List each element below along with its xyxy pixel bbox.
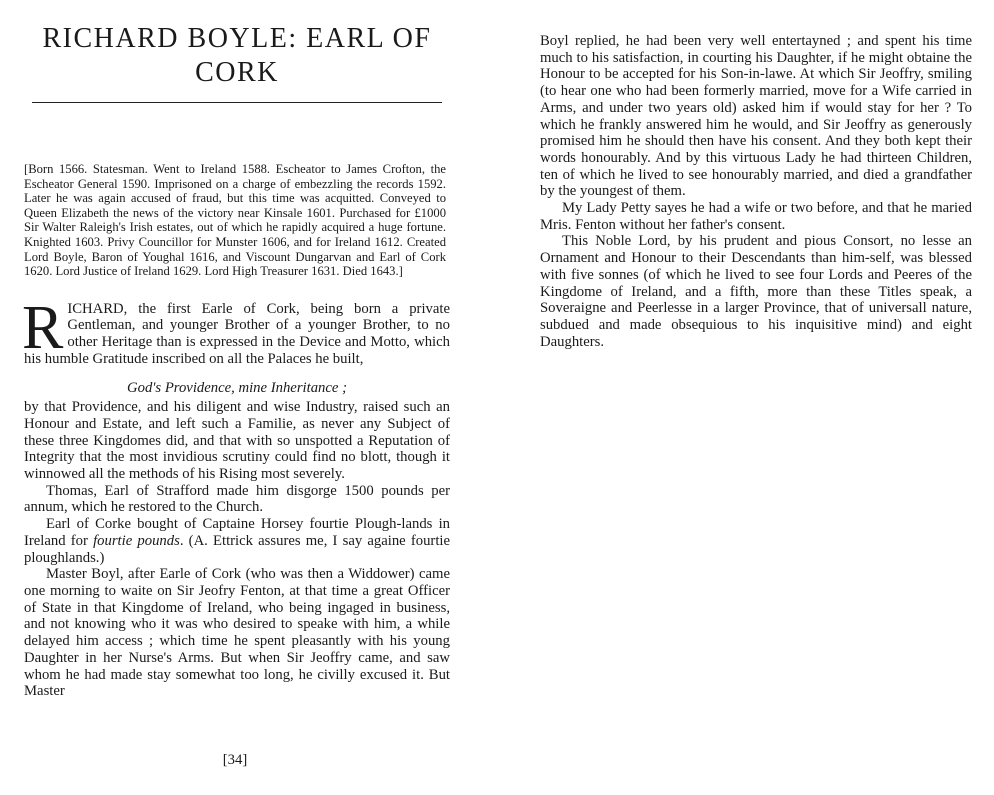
left-page xyxy=(0,0,470,795)
title-line-2: CORK xyxy=(195,57,279,88)
horsey-text-start: Earl of Corke bought of Captaine Horsey fourtie Plough-lands in Ireland for xyxy=(24,516,450,549)
paragraph-strafford: Thomas, Earl of Strafford made him disgorge 1500 pounds per annum, which he restored to the Church. xyxy=(24,482,450,516)
motto: God's Providence, mine Inheritance ; xyxy=(127,379,347,396)
opening-text: ICHARD, the first Earle of Cork, being born a private Gentleman, and younger Brother of a younger Brother, to no other Heritage than is expressed in the Device and Motto, which his humble Gratitude inscribed on all the Palaces he built, xyxy=(24,300,450,367)
paragraph-noble-lord: This Noble Lord, by his prudent and pious Consort, no lesse an Ornament and Honour to their Descendants than him-self, was blessed with five sonnes (of which he lived to see four Lords and Peeres of the Kingdome of Ireland, and a fifth, more than these Titles speak, a Soveraigne and Peerlesse in a larger Province, that of universall nature, subdued and made obsequious to his inquisitive mind) and eight Daughters. xyxy=(540,233,972,350)
title-line-1: RICHARD BOYLE: EARL OF xyxy=(42,23,432,54)
page-number: [34] xyxy=(222,752,248,768)
opening-paragraph xyxy=(22,293,450,368)
paragraph-master-boyl: Master Boyl, after Earle of Cork (who was then a Widdower) came one morning to waite on Sir Jeofry Fenton, at that time a great Officer of State in that Kingdome of Ireland, who being ingaged in business, and not knowing who it was who desired to speake with him, a while delayed him access ; which time he spent pleasantly with his young Daughter in her Nurse's Arms. But when Sir Jeoffry came, and saw whom he had made stay somewhat too long, he civilly excused it. But Master xyxy=(24,566,450,700)
right-page xyxy=(520,0,994,795)
horsey-text-end: . (A. Ettrick assures me, I say againe fourtie ploughlands.) xyxy=(24,532,450,566)
paragraph-lady-petty: My Lady Petty sayes he had a wife or two before, and that he maried Mris. Fenton without her father's consent. xyxy=(540,200,972,233)
paragraph-providence: by that Providence, and his diligent and wise Industry, raised such an Honour and Estate, and left such a Familie, as never any Subject of these three Kingdomes did, and that with so unspotted a Reputation of Integrity that the most invidious scrutiny could find no blott, though it winnowed all the methods of his Rising most severely. xyxy=(24,399,450,483)
chapter-title xyxy=(24,22,450,90)
biographical-note: [Born 1566. Statesman. Went to Ireland 1588. Escheator to James Crofton, the Escheator General 1590. Imprisoned on a charge of embezzling the records 1592. Later he was again accused of fraud, but this time was acquitted. Conveyed to Queen Elizabeth the news of the victory near Kinsale 1601. Purchased for £1000 Sir Walter Raleigh's Irish estates, out of which he rapidly acquired a huge fortune. Knighted 1603. Privy Councillor for Munster 1606, and for Ireland 1612. Created Lord Boyle, Baron of Youghal 1616, and Viscount Dungarvan and Earl of Cork 1620. Lord Justice of Ireland 1629. Lord High Treasurer 1631. Died 1643.] xyxy=(24,162,446,279)
paragraph-continued: Boyl replied, he had been very well entertayned ; and spent his time much to his satisfaction, in courting his Daughter, if he might obtaine the Honour to be accepted for his Son-in-lawe. At which Sir Jeoffry, smiling (to hear one who had been formerly married, move for a Wife carried in Arms, and under two years old) asked him if would stay for her ? To which he frankly answered him he would, and Sir Jeoffry as generously promised him he should then have his consent. And they both kept their words honourably. And by this virtuous Lady he had thirteen Children, ten of which he lived to see honourably married, and died a grandfather by the youngest of them. xyxy=(540,33,972,200)
horsey-italic: fourtie pounds xyxy=(93,532,180,549)
paragraph-horsey xyxy=(24,516,450,566)
drop-cap: R xyxy=(22,293,64,362)
title-rule xyxy=(32,102,442,103)
